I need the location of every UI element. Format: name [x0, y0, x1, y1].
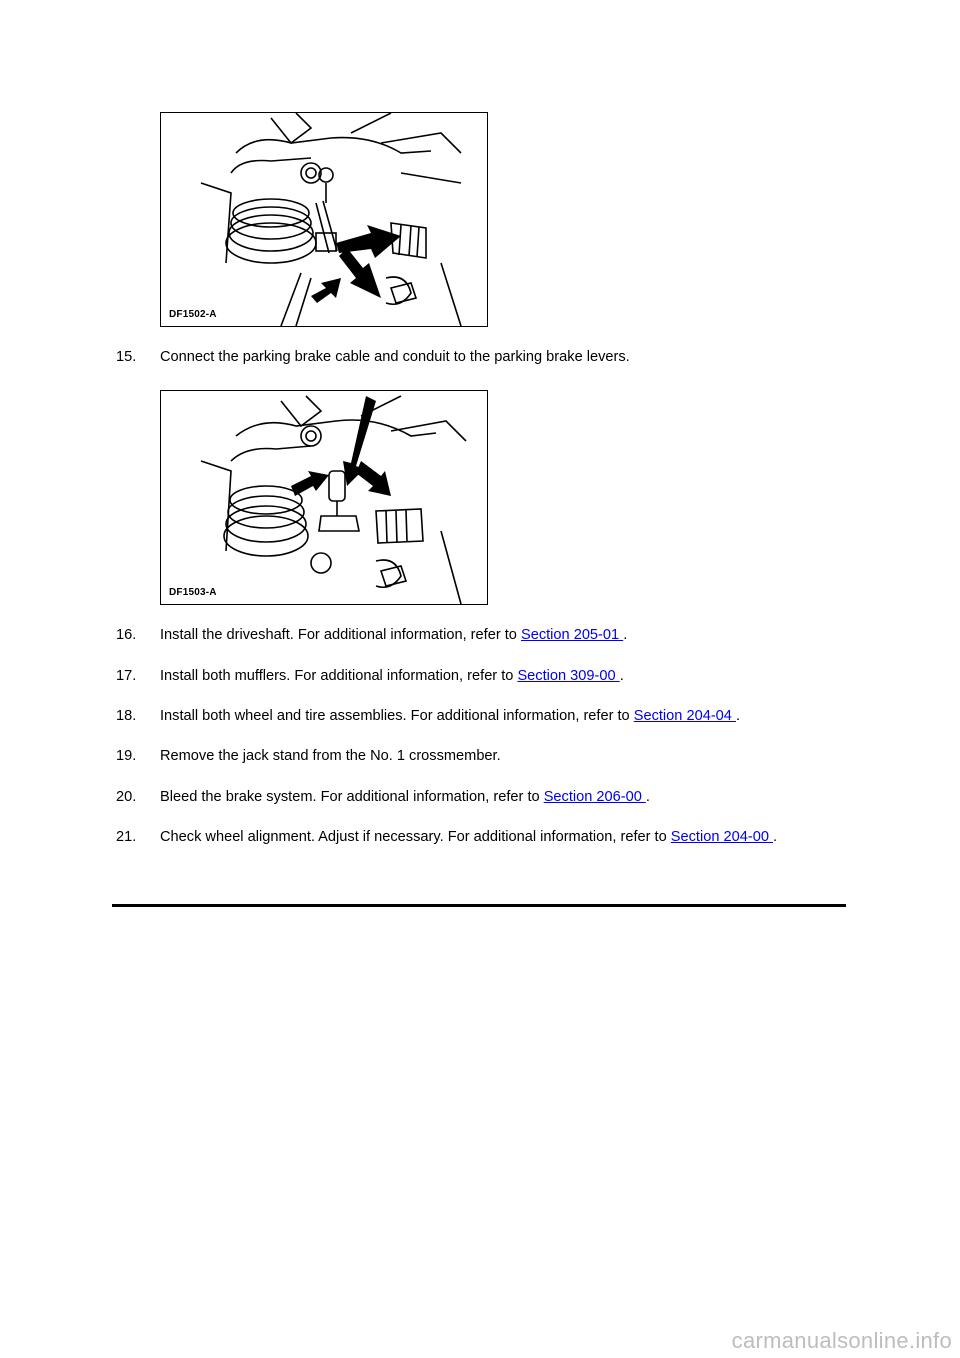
site-watermark: carmanualsonline.info [731, 1328, 952, 1353]
step-number: 18. [116, 708, 137, 724]
step-text-suffix: . [773, 829, 778, 845]
step-text-suffix: . [645, 789, 650, 805]
procedure-step-20 [0, 786, 960, 808]
procedure-step-16 [0, 624, 960, 646]
step-number: 17. [116, 668, 137, 684]
illustration-df1502-a [160, 112, 488, 327]
step-text [160, 826, 777, 848]
step-text-body: Install the driveshaft. For additional information, refer to [160, 627, 521, 643]
step-text: Connect the parking brake cable and conduit to the parking brake levers. [160, 349, 630, 365]
section-204-04-link[interactable]: Section 204-04 [633, 708, 736, 724]
figure-label: DF1502-A [169, 309, 217, 320]
section-204-00-link[interactable]: Section 204-00 [670, 829, 773, 845]
section-206-00-link[interactable]: Section 206-00 [543, 789, 646, 805]
step-number: 20. [116, 789, 137, 805]
step-text: Remove the jack stand from the No. 1 crossmember. [160, 748, 501, 764]
step-text-body: Install both mufflers. For additional information, refer to [160, 668, 518, 684]
procedure-step-19 [0, 745, 960, 767]
step-number: 21. [116, 829, 137, 845]
section-309-00-link[interactable]: Section 309-00 [517, 668, 620, 684]
section-205-01-link[interactable]: Section 205-01 [520, 627, 624, 643]
procedure-step-15 [0, 346, 960, 368]
procedure-step-17 [0, 665, 960, 687]
procedure-step-18 [0, 705, 960, 727]
section-end-rule [112, 904, 846, 907]
step-text [160, 624, 627, 646]
brake-cable-drawing-2 [161, 391, 487, 604]
step-text [160, 786, 650, 808]
step-text-suffix: . [735, 708, 741, 724]
procedure-step-21 [0, 826, 960, 848]
step-number: 16. [116, 627, 137, 643]
step-text-body: Bleed the brake system. For additional information, refer to [160, 789, 544, 805]
illustration-df1503-a [160, 390, 488, 605]
step-number: 19. [116, 748, 137, 764]
brake-cable-drawing-1 [161, 113, 487, 326]
step-text-body: Install both wheel and tire assemblies. For additional information, refer to [160, 708, 634, 724]
figure-label: DF1503-A [169, 587, 217, 598]
step-text-suffix: . [619, 668, 624, 684]
step-text [160, 705, 740, 727]
step-text-body: Check wheel alignment. Adjust if necessary. For additional information, refer to [160, 829, 671, 845]
step-text [160, 665, 624, 687]
step-number: 15. [116, 349, 137, 365]
step-text-suffix: . [623, 627, 628, 643]
